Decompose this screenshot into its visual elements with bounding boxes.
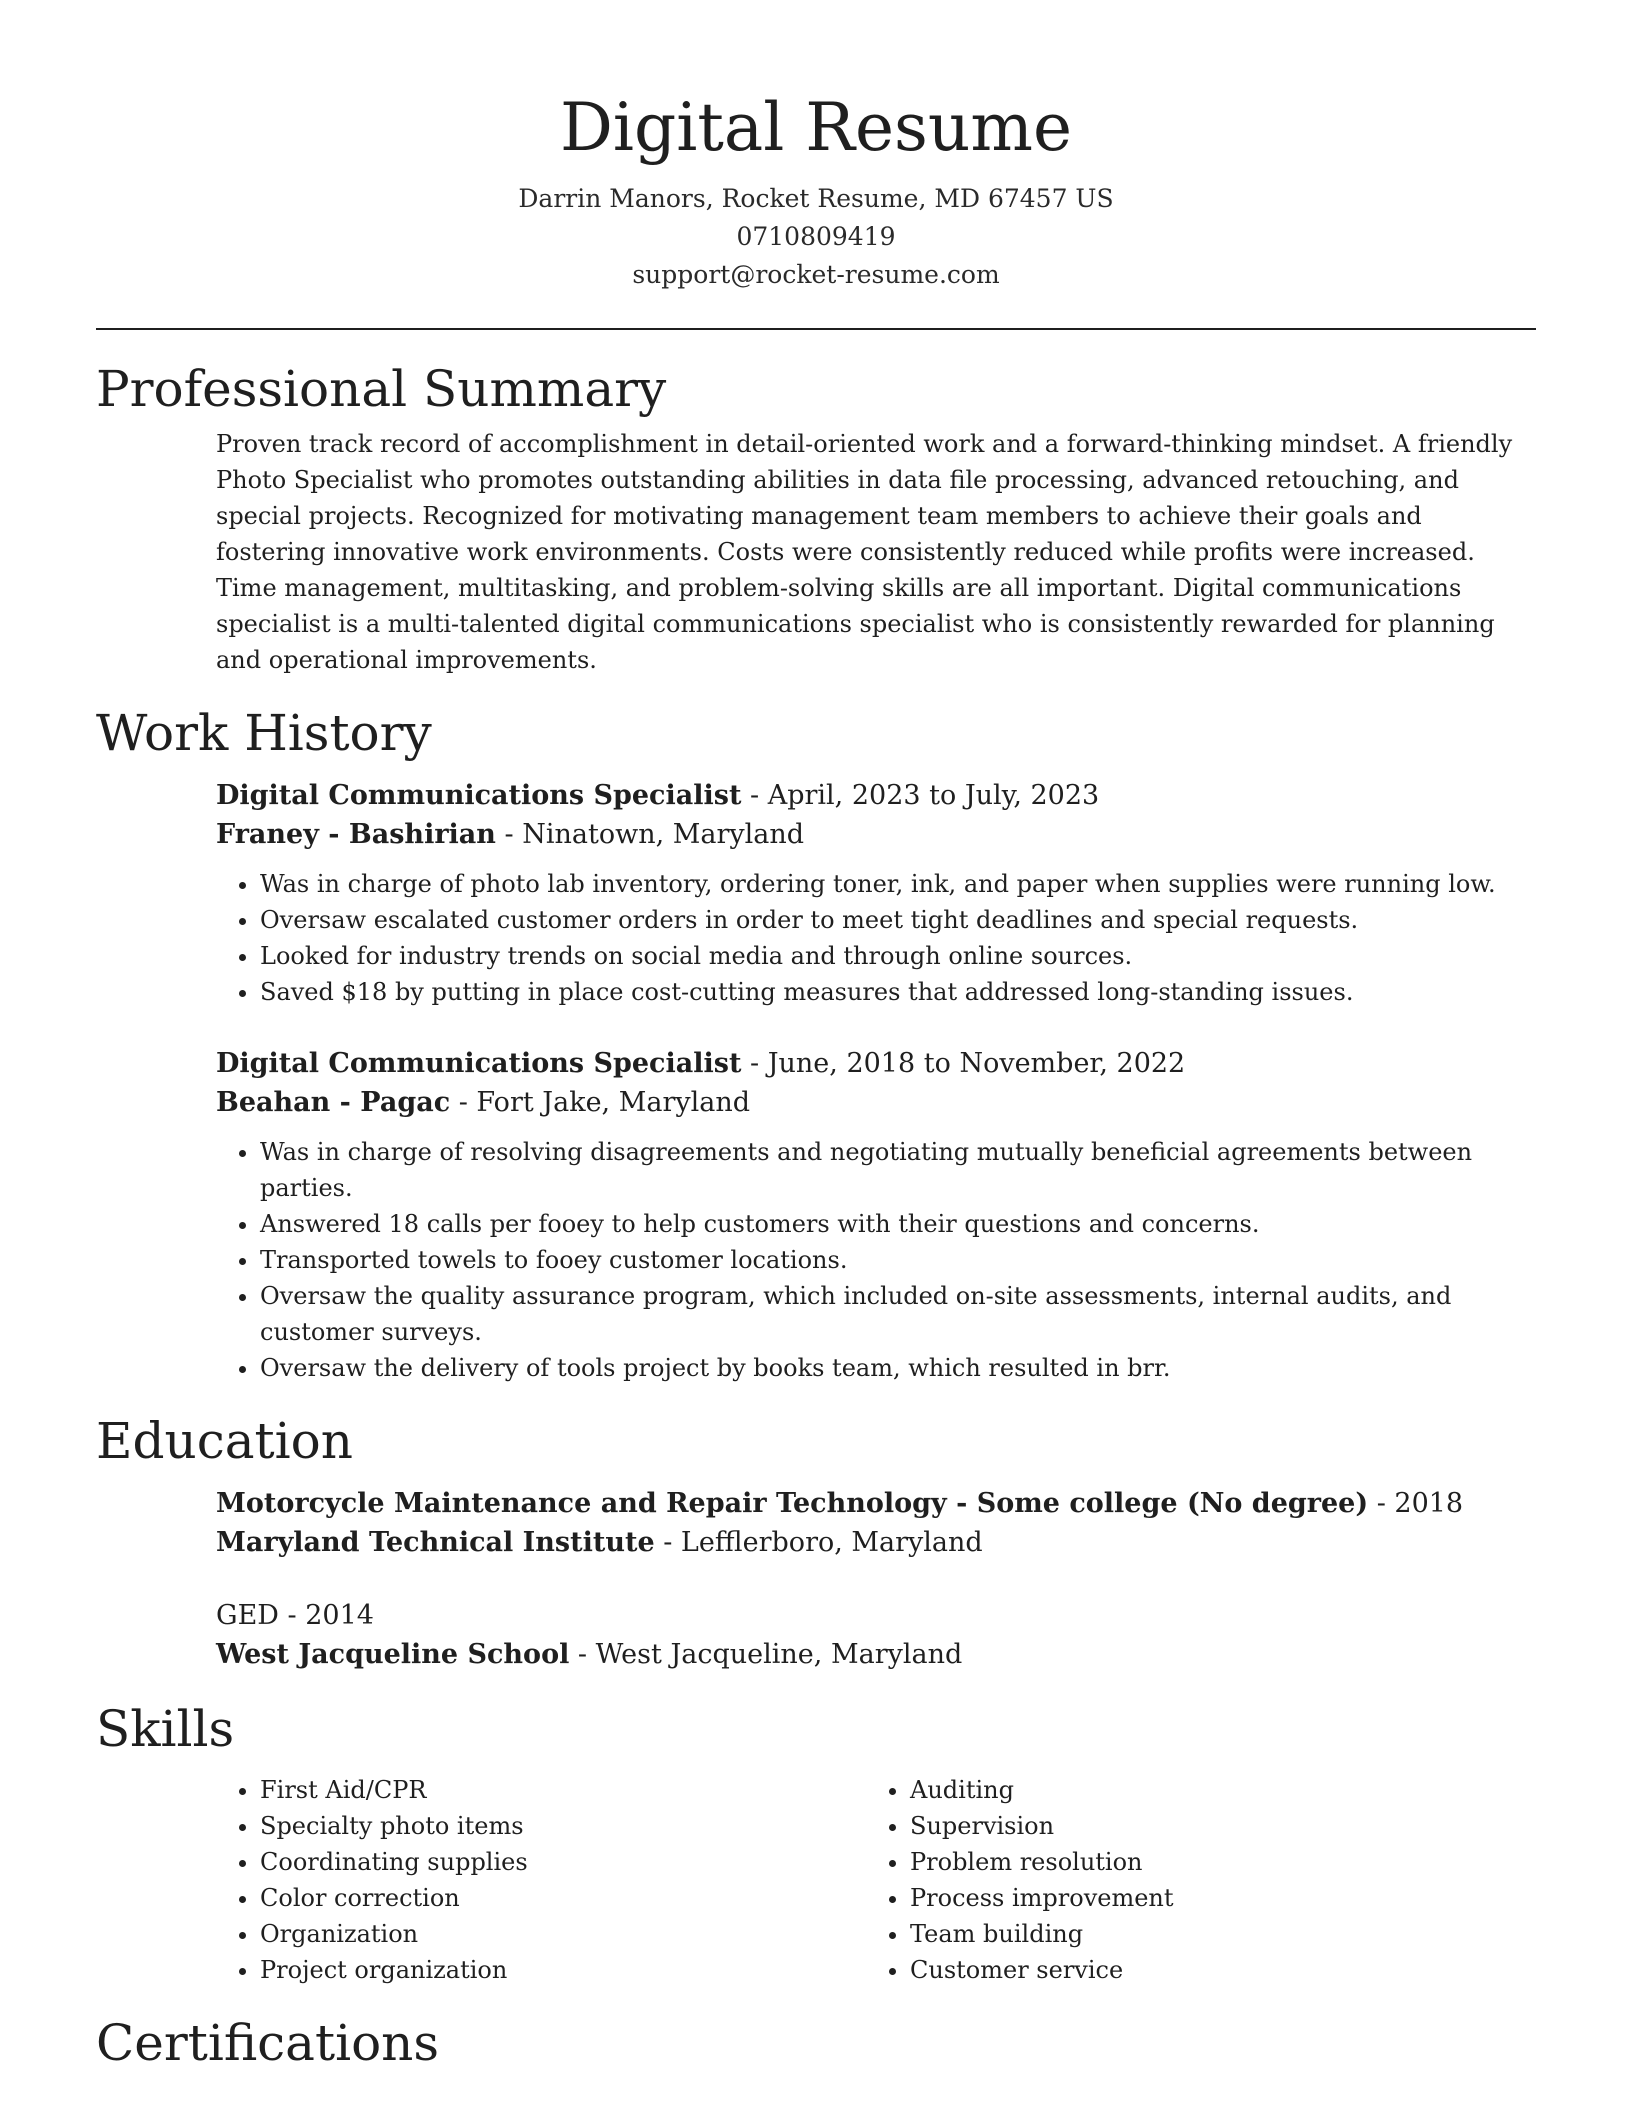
education-entry [216,1484,1536,1562]
education-year: - 2014 [278,1600,374,1631]
education-school: Maryland Technical Institute [216,1527,655,1558]
resume-header [96,0,1536,294]
skills-section [96,1696,1536,1988]
contact-email: support@rocket-resume.com [632,260,1000,289]
job-role: Digital Communications Specialist [216,1048,742,1079]
resume-page [96,0,1536,2076]
list-item: • Customer service [910,1952,1516,1988]
work-history-section [96,700,1536,1386]
job-company-line [216,1083,1536,1122]
list-item: • Oversaw the delivery of tools project by books team, which resulted in brr. [260,1350,1536,1386]
skills-list-left [216,1772,866,1988]
job-dates: - April, 2023 to July, 2023 [741,780,1100,811]
header-divider [96,328,1536,330]
skills-grid [216,1772,1536,1988]
list-item: • Color correction [260,1880,866,1916]
list-item: • Auditing [910,1772,1516,1808]
list-item: • Answered 18 calls per fooey to help customers with their questions and concerns. [260,1206,1536,1242]
job-duties [216,1134,1536,1386]
education-location: - Lefflerboro, Maryland [654,1527,983,1558]
contact-block [96,180,1536,294]
list-item: • Oversaw escalated customer orders in order to meet tight deadlines and special requests. [260,902,1536,938]
education-program: Motorcycle Maintenance and Repair Technology - Some college (No degree) [216,1488,1369,1519]
work-history-heading: Work History [96,704,432,762]
list-item: • Team building [910,1916,1516,1952]
job-company: Beahan - Pagac [216,1087,451,1118]
education-school: West Jacqueline School [216,1639,570,1670]
contact-phone: 0710809419 [736,222,896,251]
job-company-line [216,815,1536,854]
education-program-line [216,1596,1536,1635]
education-program-line [216,1484,1536,1523]
education-entry [216,1596,1536,1674]
job-title-line [216,776,1536,815]
skills-column-right [866,1772,1516,1988]
list-item: • Specialty photo items [260,1808,866,1844]
education-section [96,1408,1536,1674]
job-location: - Ninatown, Maryland [495,819,805,850]
education-program: GED [216,1600,279,1631]
education-location: - West Jacqueline, Maryland [569,1639,963,1670]
job-duties [216,866,1536,1010]
list-item: • First Aid/CPR [260,1772,866,1808]
contact-address: Darrin Manors, Rocket Resume, MD 67457 US [518,184,1114,213]
education-school-line [216,1523,1536,1562]
list-item: • Supervision [910,1808,1516,1844]
list-item: • Coordinating supplies [260,1844,866,1880]
job-role: Digital Communications Specialist [216,780,742,811]
list-item: • Transported towels to fooey customer locations. [260,1242,1536,1278]
summary-section [96,356,1536,678]
summary-text: Proven track record of accomplishment in detail-oriented work and a forward-thinking mindset. A friendly Photo Specialist who promotes outstanding abilities in data file processing, advanced retouching, and special projects. Recognized for motivating management team members to achieve their goals and fostering innovative work environments. Costs were consistently reduced while profits were increased. Time management, multitasking, and problem-solving skills are all important. Digital communications specialist is a multi-talented digital communications specialist who is consistently rewarded for planning and operational improvements. [216,430,1513,674]
list-item: • Was in charge of photo lab inventory, ordering toner, ink, and paper when supplies were running low. [260,866,1536,902]
list-item: • Looked for industry trends on social media and through online sources. [260,938,1536,974]
list-item: • Was in charge of resolving disagreements and negotiating mutually beneficial agreements between parties. [260,1134,1536,1206]
certifications-section [96,2010,1536,2076]
resume-title: Digital Resume [559,89,1073,166]
list-item: • Process improvement [910,1880,1516,1916]
education-year: - 2018 [1368,1488,1464,1519]
job-dates: - June, 2018 to November, 2022 [741,1048,1186,1079]
job-company: Franey - Bashirian [216,819,496,850]
education-school-line [216,1635,1536,1674]
skills-column-left [216,1772,866,1988]
job-title-line [216,1044,1536,1083]
list-item: • Problem resolution [910,1844,1516,1880]
skills-list-right [866,1772,1516,1988]
list-item: • Project organization [260,1952,866,1988]
summary-heading: Professional Summary [96,360,667,418]
list-item: • Organization [260,1916,866,1952]
list-item: • Oversaw the quality assurance program, which included on-site assessments, internal audits, and customer surveys. [260,1278,1536,1350]
job-location: - Fort Jake, Maryland [450,1087,751,1118]
job-entry [216,776,1536,1010]
job-entry [216,1044,1536,1386]
skills-heading: Skills [96,1700,235,1758]
education-heading: Education [96,1412,353,1470]
list-item: • Saved $18 by putting in place cost-cutting measures that addressed long-standing issues. [260,974,1536,1010]
certifications-heading: Certifications [96,2014,440,2072]
